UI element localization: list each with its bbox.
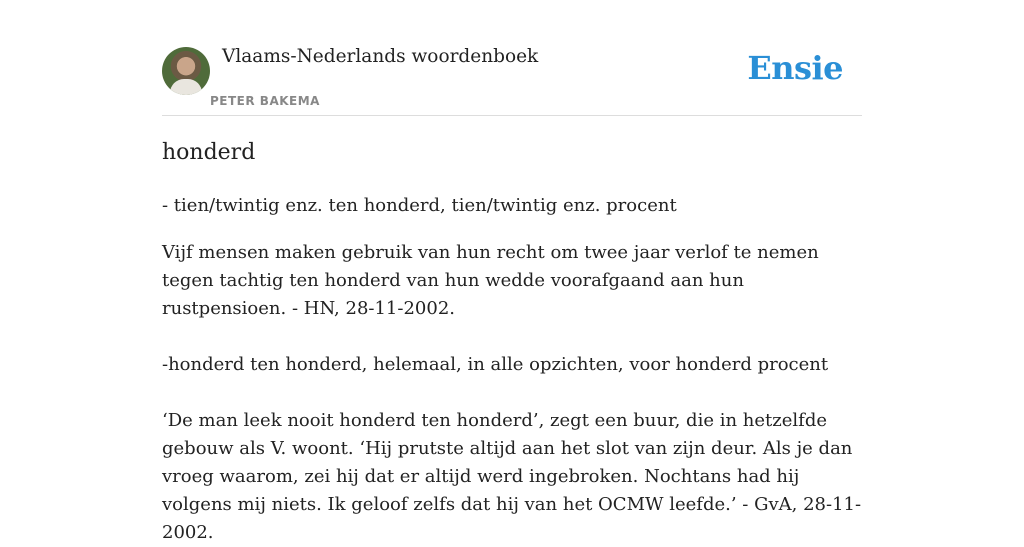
- header: [162, 0, 862, 116]
- paragraph-gap: [162, 379, 862, 407]
- example-2: ‘De man leek nooit honderd ten honderd’, zegt een buur, die in hetzelfde gebouw als V. woont. ‘Hij prutste altijd aan het slot van zijn deur. Als je dan vroeg waarom, zei hij dat er altijd werd ingebroken. Nochtans had hij volgens mij niets. Ik geloof zelfs dat hij van het OCMW leefde.’ - GvA, 28-11-2002.: [162, 410, 862, 543]
- definition-1: - tien/twintig enz. ten honderd, tien/twintig enz. procent: [162, 195, 677, 216]
- ensie-logo[interactable]: Ensie: [747, 49, 843, 87]
- author-name[interactable]: PETER BAKEMA: [210, 94, 320, 108]
- entry-term: honderd: [162, 140, 256, 165]
- dictionary-title[interactable]: Vlaams-Nederlands woordenboek: [222, 46, 539, 67]
- page-container: [162, 0, 862, 543]
- paragraph-gap: [162, 323, 862, 351]
- example-1: Vijf mensen maken gebruik van hun recht om twee jaar verlof te nemen tegen tachtig ten honderd van hun wedde voorafgaand aan hun rustpensioen. - HN, 28-11-2002.: [162, 242, 819, 319]
- definition-2: -honderd ten honderd, helemaal, in alle opzichten, voor honderd procent: [162, 354, 829, 375]
- author-avatar[interactable]: [162, 47, 210, 95]
- entry-body: [162, 192, 862, 547]
